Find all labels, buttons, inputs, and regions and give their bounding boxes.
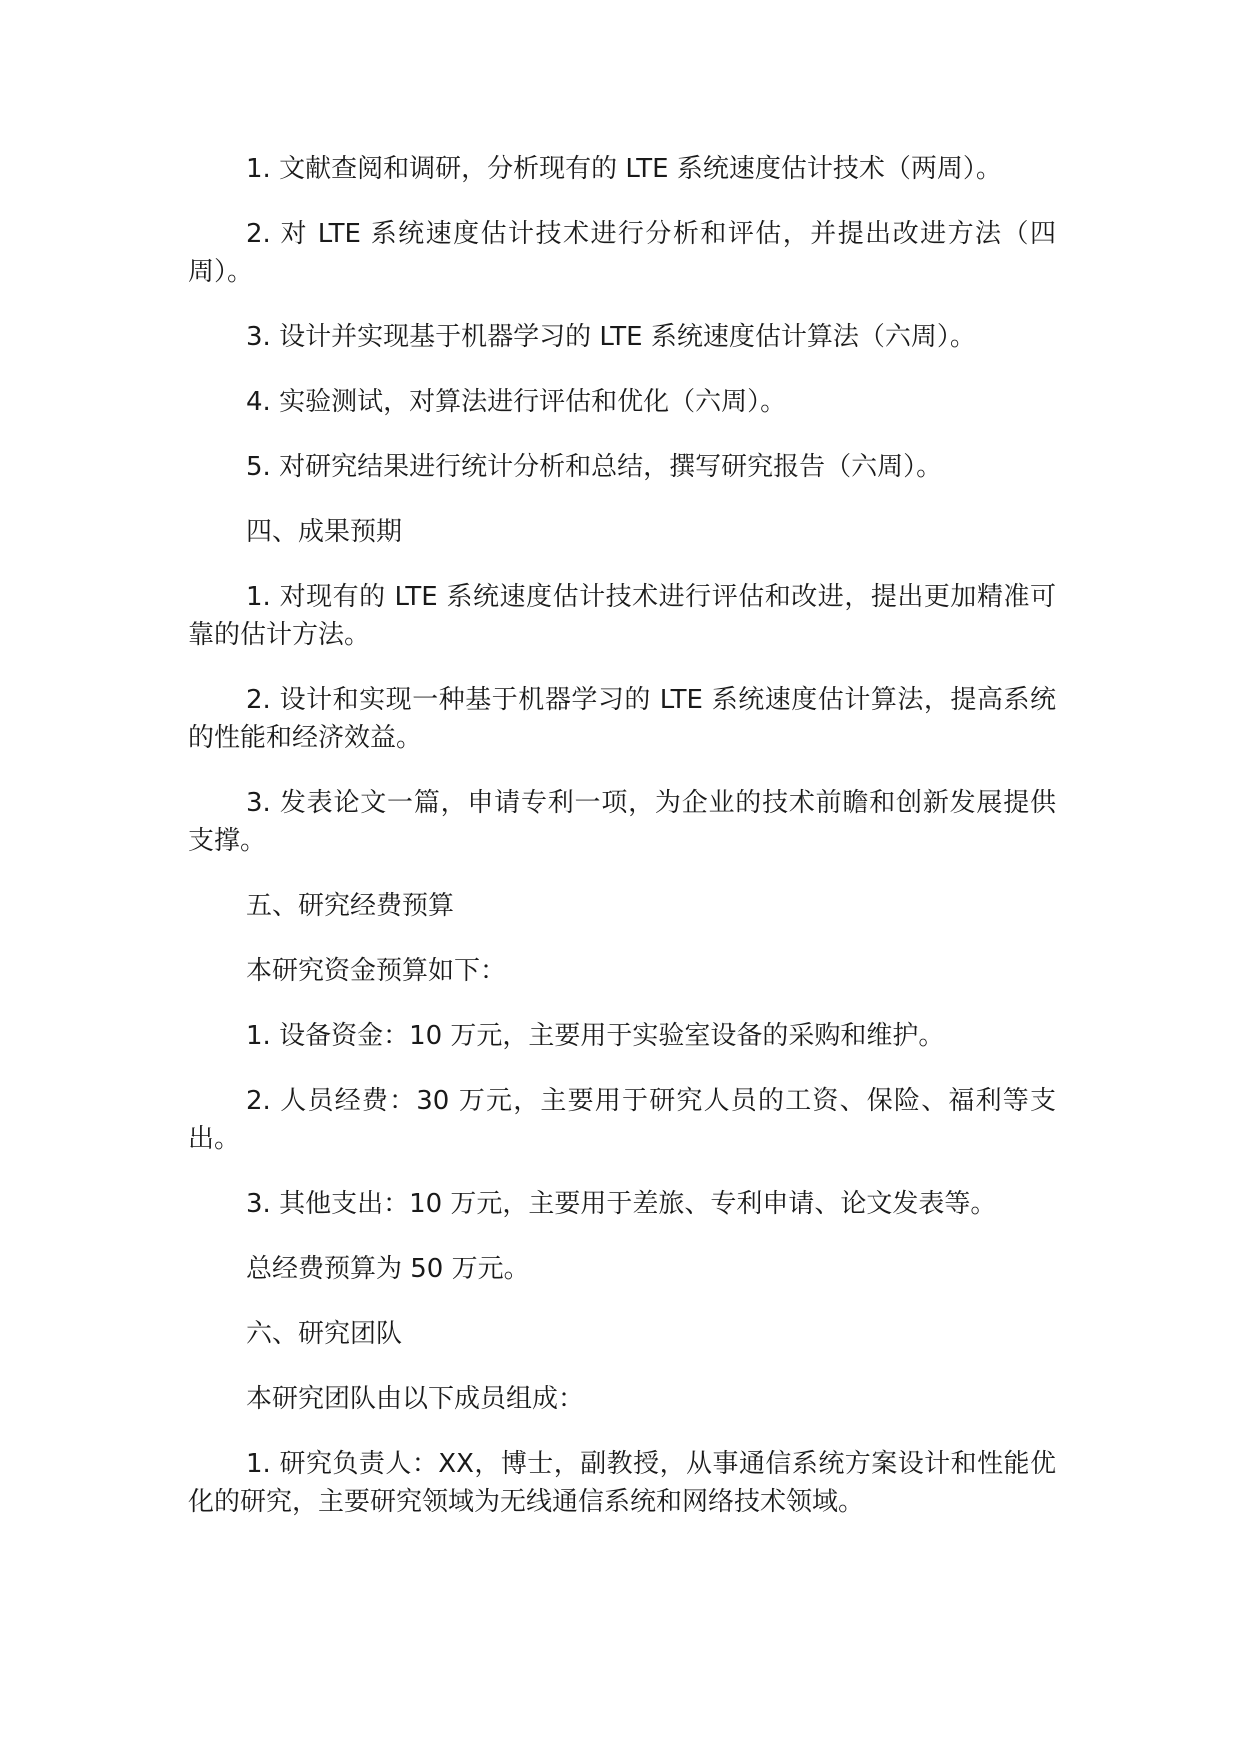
plan-item-4: 4. 实验测试，对算法进行评估和优化（六周）。 bbox=[246, 387, 787, 417]
budget-total: 总经费预算为 50 万元。 bbox=[246, 1254, 530, 1284]
team-member-1: 1. 研究负责人：XX，博士，副教授，从事通信系统方案设计和性能优化的研究，主要研究领域为无线通信系统和网络技术领域。 bbox=[188, 1449, 1056, 1517]
outcome-item-2: 2. 设计和实现一种基于机器学习的 LTE 系统速度估计算法，提高系统的性能和经济效益。 bbox=[188, 685, 1056, 753]
budget-item-2: 2. 人员经费：30 万元，主要用于研究人员的工资、保险、福利等支出。 bbox=[188, 1086, 1056, 1154]
plan-item-2: 2. 对 LTE 系统速度估计技术进行分析和评估，并提出改进方法（四周）。 bbox=[188, 219, 1056, 287]
section-heading-outcomes: 四、成果预期 bbox=[246, 517, 403, 547]
budget-intro: 本研究资金预算如下： bbox=[246, 956, 507, 986]
outcome-item-3: 3. 发表论文一篇，申请专利一项，为企业的技术前瞻和创新发展提供支撑。 bbox=[188, 788, 1056, 856]
plan-item-5: 5. 对研究结果进行统计分析和总结，撰写研究报告（六周）。 bbox=[246, 452, 943, 482]
budget-item-1: 1. 设备资金：10 万元，主要用于实验室设备的采购和维护。 bbox=[246, 1021, 945, 1051]
outcome-item-1: 1. 对现有的 LTE 系统速度估计技术进行评估和改进，提出更加精准可靠的估计方法。 bbox=[188, 582, 1056, 650]
team-intro: 本研究团队由以下成员组成： bbox=[246, 1384, 585, 1414]
budget-item-3: 3. 其他支出：10 万元，主要用于差旅、专利申请、论文发表等。 bbox=[246, 1189, 997, 1219]
plan-item-1: 1. 文献查阅和调研，分析现有的 LTE 系统速度估计技术（两周）。 bbox=[246, 154, 1002, 184]
plan-item-3: 3. 设计并实现基于机器学习的 LTE 系统速度估计算法（六周）。 bbox=[246, 322, 976, 352]
section-heading-team: 六、研究团队 bbox=[246, 1319, 403, 1349]
document-body bbox=[188, 150, 1056, 1548]
section-heading-budget: 五、研究经费预算 bbox=[246, 891, 455, 921]
